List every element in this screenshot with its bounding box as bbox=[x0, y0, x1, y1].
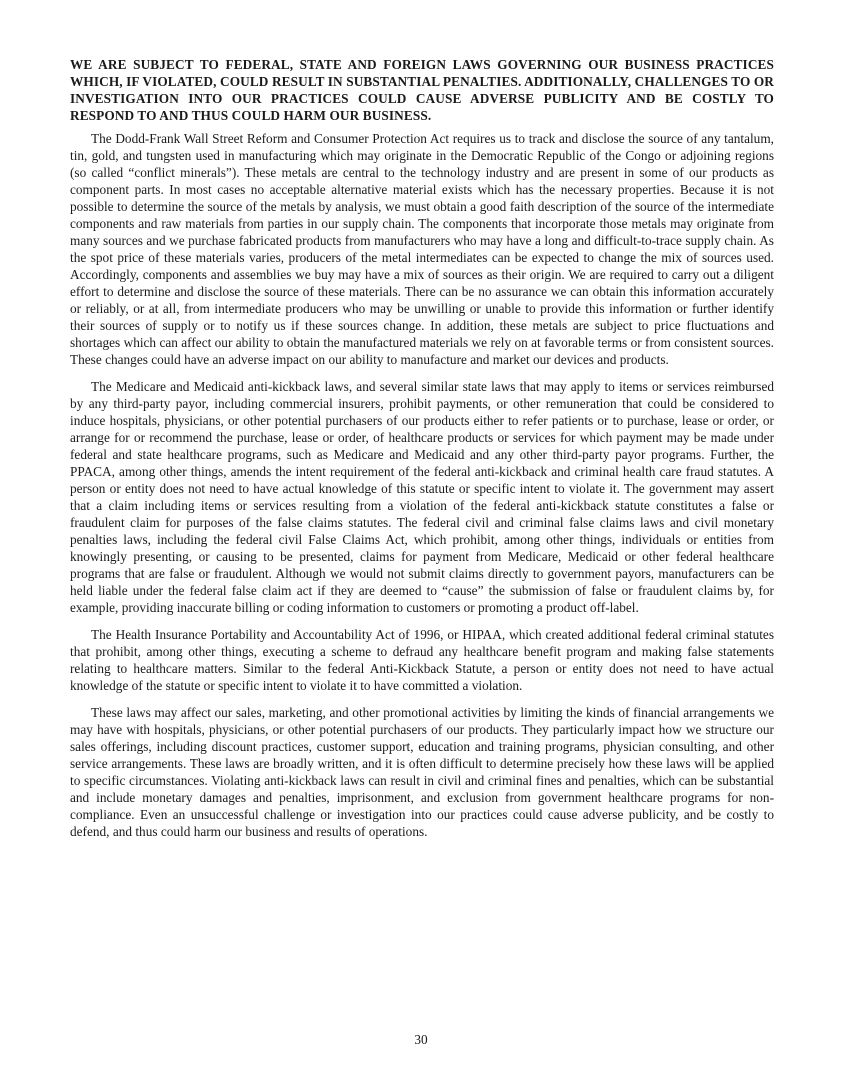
page-number: 30 bbox=[414, 1032, 428, 1047]
paragraph-anti-kickback: The Medicare and Medicaid anti-kickback laws, and several similar state laws that may apply to items or services reimbursed by any third-party payor, including commercial insurers, prohibit payments, or other remuneration that could be considered to induce hospitals, physicians, or other potential purchasers of our products either to refer patients or to purchase, lease or order, or arrange for or recommend the purchase, lease or order, of healthcare products or services for which payment may be made under federal and state healthcare programs, such as Medicare and Medicaid and any other third-party payor programs. Further, the PPACA, among other things, amends the intent requirement of the federal anti-kickback and criminal health care fraud statutes. A person or entity does not need to have actual knowledge of this statute or specific intent to violate it. The government may assert that a claim including items or services resulting from a violation of the federal anti-kickback statute constitutes a false or fraudulent claim for purposes of the false claims statutes. The federal civil and criminal false claims laws and civil monetary penalties laws, including the federal civil False Claims Act, which prohibit, among other things, individuals or entities from knowingly presenting, or causing to be presented, claims for payment from Medicare, Medicaid or other federal healthcare programs that are false or fraudulent. Although we would not submit claims directly to government payors, manufacturers can be held liable under the federal false claim act if they are deemed to “cause” the submission of false or fraudulent claims by, for example, providing inaccurate billing or coding information to customers or promoting a product off-label. bbox=[70, 379, 774, 615]
document-page bbox=[70, 56, 774, 850]
paragraph-conflict-minerals: The Dodd-Frank Wall Street Reform and Consumer Protection Act requires us to track and disclose the source of any tantalum, tin, gold, and tungsten used in manufacturing which may originate in the Democratic Republic of the Congo or adjoining regions (so called “conflict minerals”). These metals are central to the technology industry and are present in some of our products as component parts. In most cases no acceptable alternative material exists which has the necessary properties. Because it is not possible to determine the source of the metals by analysis, we must obtain a good faith description of the source of the intermediate components and raw materials from parties in our supply chain. The components that incorporate those metals may originate from many sources and we purchase fabricated products from manufacturers who may have a long and difficult-to-trace supply chain. As the spot price of these materials varies, producers of the metal intermediates can be expected to change the mix of sources used. Accordingly, components and assemblies we buy may have a mix of sources as their origin. We are required to carry out a diligent effort to determine and disclose the source of these materials. There can be no assurance we can obtain this information accurately or reliably, or at all, from intermediate producers who may be unwilling or unable to provide this information or further identify their sources of supply or to notify us if these sources change. In addition, these metals are subject to price fluctuations and shortages which can affect our ability to obtain the manufactured materials we rely on at favorable terms or from consistent sources. These changes could have an adverse impact on our ability to manufacture and market our devices and products. bbox=[70, 131, 774, 367]
paragraph-laws-impact: These laws may affect our sales, marketing, and other promotional activities by limiting the kinds of financial arrangements we may have with hospitals, physicians, or other potential purchasers of our products. They particularly impact how we structure our sales offerings, including discount practices, customer support, education and training programs, physician consulting, and other service arrangements. These laws are broadly written, and it is often difficult to determine precisely how these laws will be applied to specific circumstances. Violating anti-kickback laws can result in civil and criminal fines and penalties, which can be substantial and include monetary damages and penalties, imprisonment, and exclusion from government healthcare programs for non-compliance. Even an unsuccessful challenge or investigation into our practices could cause adverse publicity, and be costly to defend, and thus could harm our business and results of operations. bbox=[70, 705, 774, 839]
paragraph-hipaa: The Health Insurance Portability and Accountability Act of 1996, or HIPAA, which created additional federal criminal statutes that prohibit, among other things, executing a scheme to defraud any healthcare benefit program and making false statements relating to healthcare matters. Similar to the federal Anti-Kickback Statute, a person or entity does not need to have actual knowledge of the statute or specific intent to violate it to have committed a violation. bbox=[70, 627, 774, 693]
section-heading: WE ARE SUBJECT TO FEDERAL, STATE AND FOREIGN LAWS GOVERNING OUR BUSINESS PRACTICES WHICH, IF VIOLATED, COULD RESULT IN SUBSTANTIAL PENALTIES. ADDITIONALLY, CHALLENGES TO OR INVESTIGATION INTO OUR PRACTICES COULD CAUSE ADVERSE PUBLICITY AND BE COSTLY TO RESPOND TO AND THUS COULD HARM OUR BUSINESS. bbox=[70, 57, 774, 123]
